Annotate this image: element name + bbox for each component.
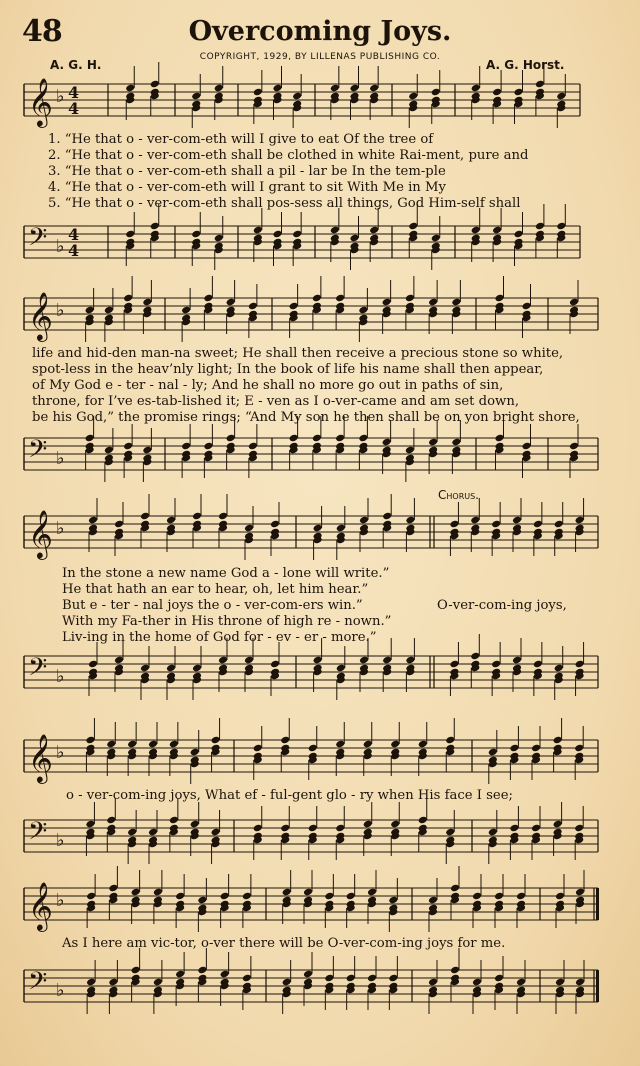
lyric-line: spot-less in the heav’nly light; In the book of life his name shall then appear, xyxy=(32,362,544,377)
lyric-line: 2. “He that o - ver-com-eth shall be clothed in white Rai-ment, pure and xyxy=(48,148,529,163)
treble-clef-icon: 𝄞 xyxy=(28,291,53,340)
flat-icon: ♭ xyxy=(56,890,65,911)
flat-icon: ♭ xyxy=(56,666,65,687)
treble-clef-icon: 𝄞 xyxy=(28,77,53,126)
lyric-line: In the stone a new name God a - lone will write.” xyxy=(62,566,390,581)
music-credit: A. G. Horst. xyxy=(486,58,565,72)
lyric-line: He that hath an ear to hear, oh, let him hear.” xyxy=(62,582,369,597)
chorus-lyrics-1: o - ver-com-ing joys, What ef - ful-gent glo - ry when His face I see; xyxy=(66,788,513,803)
flat-icon: ♭ xyxy=(56,236,65,257)
lyric-line: But e - ter - nal joys the o - ver-com-ers win.” xyxy=(62,598,363,613)
bass-clef-icon: 𝄢 xyxy=(28,967,48,1002)
flat-icon: ♭ xyxy=(56,830,65,851)
bass-clef-icon: 𝄢 xyxy=(28,223,48,258)
hymn-title: Overcoming Joys. xyxy=(188,16,452,47)
time-signature-digit: 4 xyxy=(68,225,80,244)
flat-icon: ♭ xyxy=(56,86,65,107)
treble-clef-icon: 𝄞 xyxy=(28,509,53,558)
chorus-label: Chorus. xyxy=(438,488,479,502)
chorus-lyric-start: O-ver-com-ing joys, xyxy=(437,598,567,613)
bass-clef-icon: 𝄢 xyxy=(28,653,48,688)
lyric-line: life and hid-den man-na sweet; He shall then receive a precious stone so white, xyxy=(32,346,564,361)
copyright-notice: COPYRIGHT, 1929, BY LILLENAS PUBLISHING CO. xyxy=(199,52,441,62)
lyric-line: of My God e - ter - nal - ly; And he shall no more go out in paths of sin, xyxy=(32,378,504,393)
bass-clef-icon: 𝄢 xyxy=(28,435,48,470)
lyric-line: 5. “He that o - ver-com-eth shall pos-sess all things, God Him-self shall xyxy=(48,196,521,211)
lyric-line: throne, for I’ve es-tab-lished it; E - ven as I o-ver-came and am set down, xyxy=(32,394,520,409)
chorus-lyrics-2: As I here am vic-tor, o-ver there will be O-ver-com-ing joys for me. xyxy=(62,936,506,951)
treble-clef-icon: 𝄞 xyxy=(28,733,53,782)
hymn-number: 48 xyxy=(22,14,62,49)
lyric-line: 1. “He that o - ver-com-eth will I give to eat Of the tree of xyxy=(48,132,434,147)
lyric-line: be his God,” the promise rings; “And My son he then shall be on yon bright shore, xyxy=(32,410,580,425)
flat-icon: ♭ xyxy=(56,518,65,539)
time-signature-digit: 4 xyxy=(68,241,80,260)
flat-icon: ♭ xyxy=(56,300,65,321)
time-signature-digit: 4 xyxy=(68,83,80,102)
time-signature-digit: 4 xyxy=(68,99,80,118)
flat-icon: ♭ xyxy=(56,742,65,763)
bass-clef-icon: 𝄢 xyxy=(28,817,48,852)
lyric-line: 4. “He that o - ver-com-eth will I grant to sit With Me in My xyxy=(48,180,446,195)
lyric-line: 3. “He that o - ver-com-eth shall a pil - lar be In the tem-ple xyxy=(48,164,446,179)
words-credit: A. G. H. xyxy=(50,58,102,72)
lyric-line: With my Fa-ther in His throne of high re - nown.” xyxy=(62,614,392,629)
flat-icon: ♭ xyxy=(56,448,65,469)
flat-icon: ♭ xyxy=(56,980,65,1001)
lyric-line: Liv-ing in the home of God for - ev - er - more.” xyxy=(62,630,377,645)
treble-clef-icon: 𝄞 xyxy=(28,881,53,930)
